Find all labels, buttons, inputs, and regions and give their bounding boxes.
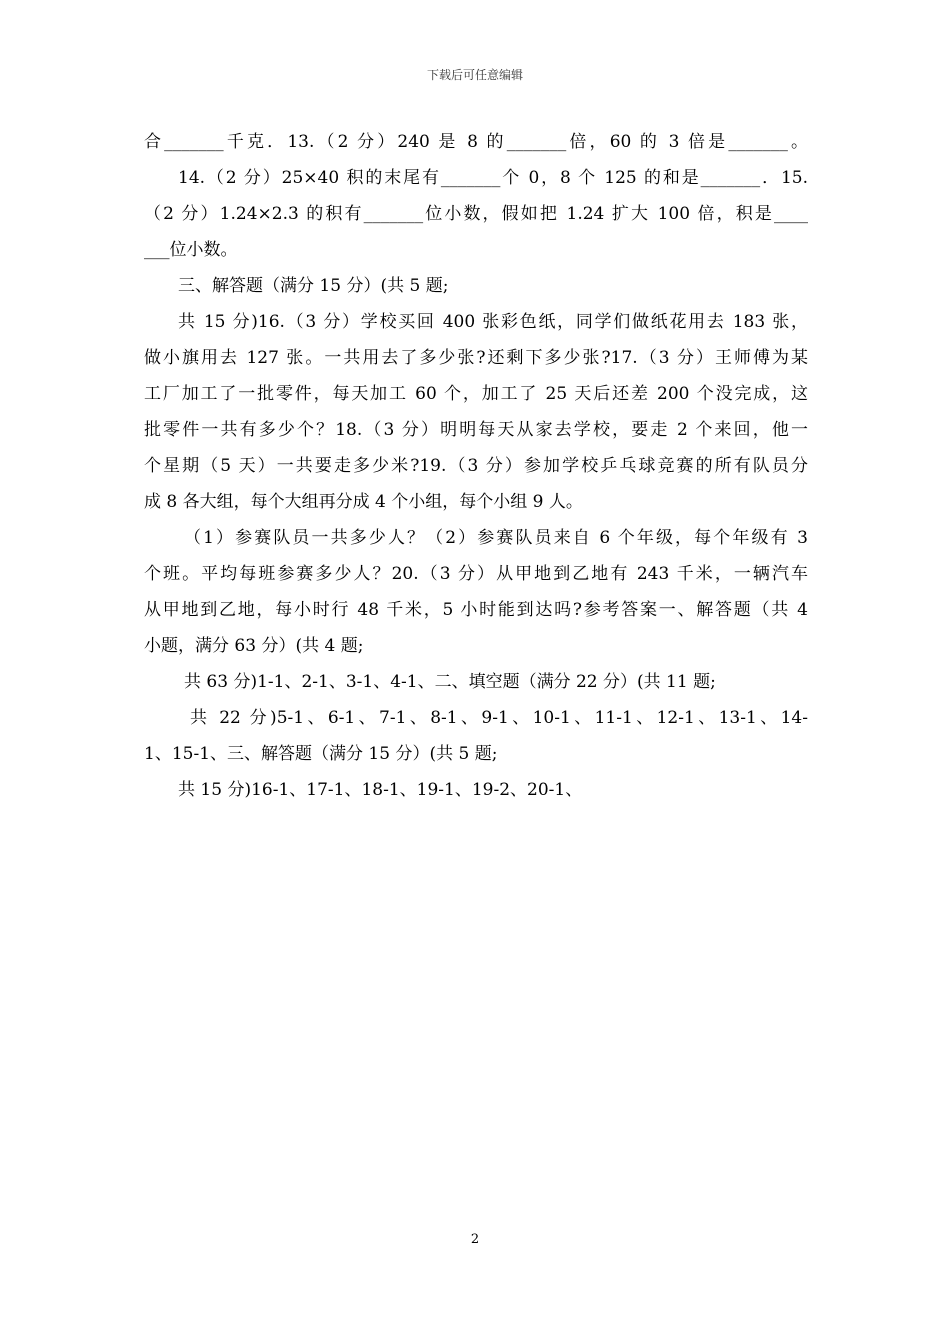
text-line: 共 63 分)1-1、2-1、3-1、4-1、二、填空题（满分 22 分）(共 11 题; (184, 672, 716, 692)
page-number: 2 (470, 1232, 480, 1247)
text-line: 小题，满分 63 分）(共 4 题; (144, 636, 364, 656)
text-line: 14.（2 分）25×40 积的末尾有_______个 0，8 个 125 的和是_______．15. (178, 168, 808, 188)
text-line: 共 15 分)16.（3 分）学校买回 400 张彩色纸，同学们做纸花用去 183 张， (178, 312, 808, 332)
text-line: 做小旗用去 127 张。一共用去了多少张?还剩下多少张?17.（3 分）王师傅为某 (144, 348, 808, 368)
text-line: 个班。平均每班参赛多少人？20.（3 分）从甲地到乙地有 243 千米，一辆汽车 (144, 564, 808, 584)
text-line: （2 分）1.24×2.3 的积有_______位小数，假如把 1.24 扩大 100 倍，积是____ (144, 204, 808, 224)
text-line: 批零件一共有多少个？18.（3 分）明明每天从家去学校，要走 2 个来回，他一 (144, 420, 808, 440)
text-line: 共 15 分)16-1、17-1、18-1、19-1、19-2、20-1、 (178, 780, 583, 800)
section-heading: 三、解答题（满分 15 分）(共 5 题; (178, 276, 449, 296)
text-line: 个星期（5 天）一共要走多少米?19.（3 分）参加学校乒乓球竞赛的所有队员分 (144, 456, 808, 476)
text-line: 工厂加工了一批零件，每天加工 60 个，加工了 25 天后还差 200 个没完成，这 (144, 384, 808, 404)
text-line: ___位小数。 (144, 240, 238, 260)
text-line: 1、15-1、三、解答题（满分 15 分）(共 5 题; (144, 744, 498, 764)
text-line: 成 8 各大组，每个大组再分成 4 个小组，每个小组 9 人。 (144, 492, 583, 512)
document-body (144, 124, 808, 808)
text-line: 共 22 分)5-1、6-1、7-1、8-1、9-1、10-1、11-1、12-1、13-1、14- (190, 708, 808, 728)
text-line: 从甲地到乙地，每小时行 48 千米，5 小时能到达吗?参考答案一、解答题（共 4 (144, 600, 808, 620)
text-line: （1）参赛队员一共多少人？（2）参赛队员来自 6 个年级，每个年级有 3 (184, 528, 808, 548)
text-line: 合_______千克．13.（2 分）240 是 8 的_______倍，60 的 3 倍是_______。 (144, 132, 808, 152)
page-header: 下载后可任意编辑 (426, 68, 523, 82)
